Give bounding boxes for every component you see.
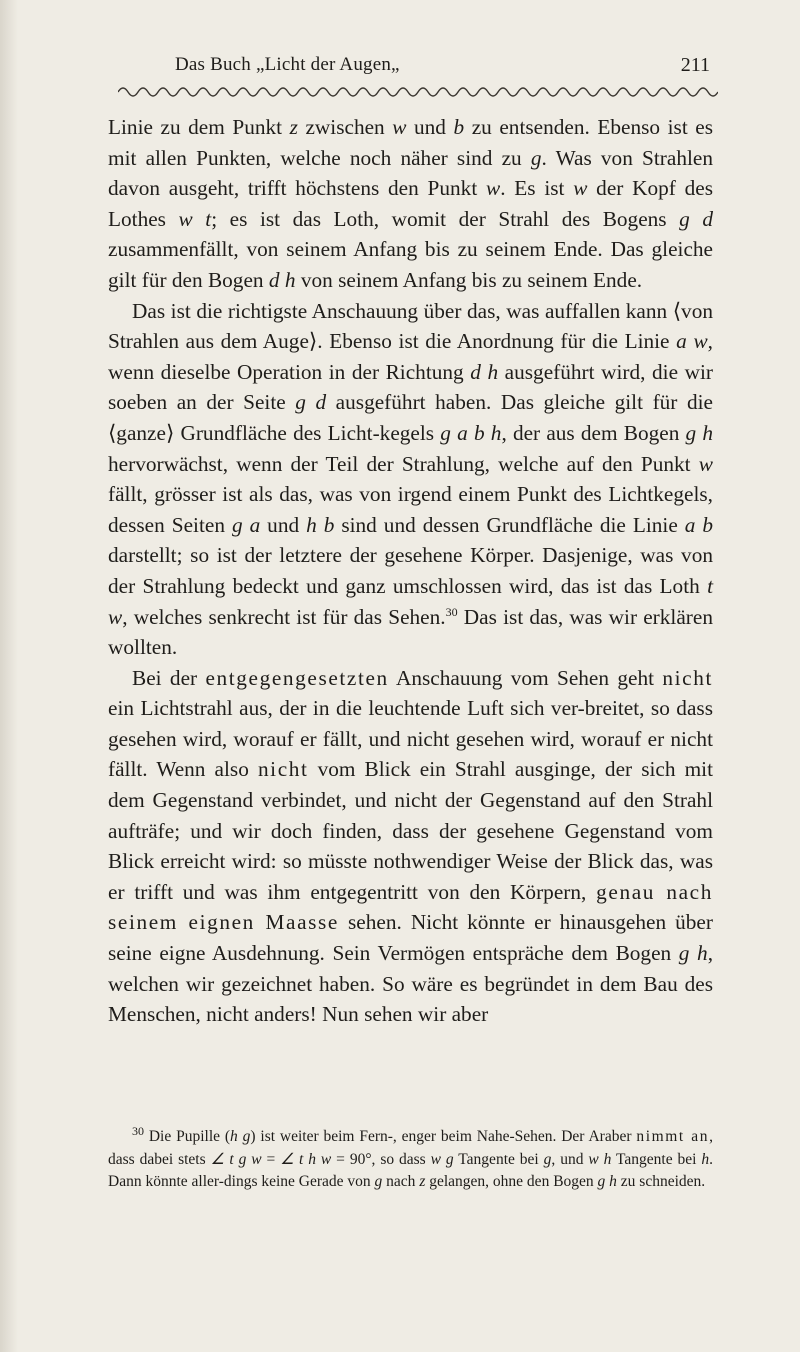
text-run: fällt, grösser ist als das, was von irgend einem Punkt des Lichtkegels, dessen Seiten <box>108 482 713 537</box>
text-run: Das ist die richtigste Anschauung über das, was auffallen kann ⟨von Strahlen aus dem Auge⟩. Ebenso ist die Anordnung für die Linie <box>108 298 713 354</box>
text-run: Das ist das, was wir erklären wollten. <box>108 604 713 660</box>
text-run: Anschauung vom Sehen geht <box>388 665 663 690</box>
variable: a w <box>676 329 708 354</box>
spaced-emphasis: nicht <box>257 757 309 782</box>
text-run: . Dann könnte aller-dings keine Gerade von <box>108 1150 714 1191</box>
text-run: ) ist weiter beim Fern-, enger beim Nahe-Sehen. Der Araber <box>250 1128 637 1145</box>
page-number: 211 <box>680 54 710 76</box>
text-run: zwischen <box>297 115 393 139</box>
angle-expression: ∠ t h w <box>280 1150 332 1168</box>
text-run: , dass dabei stets <box>108 1128 713 1168</box>
variable: g d <box>295 390 327 415</box>
text-run: nach <box>382 1173 420 1191</box>
variable: z <box>289 115 298 139</box>
spaced-emphasis: nimmt an <box>636 1128 710 1145</box>
variable: w <box>698 451 713 476</box>
text-run: der Kopf des Lothes <box>108 176 714 231</box>
footnote-text <box>108 1123 714 1194</box>
spaced-emphasis: nicht <box>662 665 713 690</box>
text-run: , wenn dieselbe Operation in der Richtung <box>108 329 713 384</box>
text-run: Bei der <box>132 665 206 690</box>
variable: g a <box>231 512 261 537</box>
text-run: . Was von Strahlen davon ausgeht, trifft höchstens den Punkt <box>108 145 713 201</box>
text-run: , welchen wir gezeichnet haben. So wäre es begründet in dem Bau des Menschen, nicht anders! Nun sehen wir aber <box>108 941 714 1027</box>
text-run: und <box>260 512 307 537</box>
text-run: zu schneiden. <box>616 1173 706 1191</box>
text-run: Tangente bei <box>453 1150 544 1168</box>
page-edge-shadow <box>0 0 18 1352</box>
variable: w <box>392 115 407 139</box>
text-run: Die Pupille ( <box>144 1128 231 1145</box>
main-text <box>108 112 713 1030</box>
variable: b <box>453 115 465 139</box>
text-run: sind und dessen Grundfläche die Linie <box>334 512 685 537</box>
variable: h <box>701 1150 710 1168</box>
text-run: = 90°, so dass <box>331 1150 431 1168</box>
variable: w t <box>178 206 212 231</box>
variable: z <box>419 1173 426 1191</box>
variable: g h <box>597 1173 617 1191</box>
variable: t w <box>108 573 713 629</box>
variable: g <box>543 1150 552 1168</box>
text-run: , welches senkrecht ist für das Sehen. <box>122 604 446 629</box>
variable: d h <box>268 267 296 292</box>
footnote-30 <box>108 1123 714 1194</box>
angle-expression: ∠ t g w <box>210 1150 262 1168</box>
text-run: ausgeführt haben. Das gleiche gilt für die ⟨ganze⟩ Grundfläche des Licht-kegels <box>108 390 713 445</box>
footnote-number: 30 <box>132 1123 144 1138</box>
text-run: ein Lichtstrahl aus, der in die leuchtende Luft sich ver-breitet, so dass gesehen wird, worauf er fällt, und nicht gesehen wird, worauf er nicht fällt. Wenn also <box>108 696 713 782</box>
text-run: und <box>406 115 454 139</box>
text-run: gelangen, ohne den Bogen <box>425 1173 598 1191</box>
running-title: Das Buch „Licht der Augen„ <box>175 54 400 75</box>
text-run: , und <box>551 1150 589 1168</box>
text-run: zusammenfällt, von seinem Anfang bis zu seinem Ende. Das gleiche gilt für den Bogen <box>108 237 713 292</box>
text-run: , der aus dem Bogen <box>501 420 686 445</box>
text-run: ausgeführt wird, die wir soeben an der Seite <box>108 359 713 415</box>
text-run: darstellt; so ist der letztere der gesehene Körper. Dasjenige, was von der Strahlung bedeckt und ganz umschlossen wird, das ist das Loth <box>108 543 713 598</box>
text-run: hervorwächst, wenn der Teil der Strahlung, welche auf den Punkt <box>108 451 699 476</box>
text-run: sehen. Nicht könnte er hinausgehen über seine eigne Ausdehnung. Sein Vermögen entspräche dem Bogen <box>108 910 713 966</box>
paragraph-3 <box>108 663 713 1030</box>
text-run: = <box>261 1150 281 1168</box>
text-run: ; es ist das Loth, womit der Strahl des Bogens <box>211 206 680 231</box>
spaced-emphasis: entgegengesetzten <box>205 665 389 690</box>
variable: w <box>486 176 501 201</box>
variable: g h <box>678 941 708 966</box>
page-header <box>100 54 710 82</box>
text-run: vom Blick ein Strahl ausginge, der sich mit dem Gegenstand verbindet, und nicht der Gegenstand auf den Strahl aufträfe; und wir doch finden, dass der gesehene Gegenstand vom Blick erreicht wird: so müsste nothwendiger Weise der Blick das, was er trifft und was ihm entgegentritt von den Körpern, <box>108 757 713 904</box>
paragraph-2 <box>108 296 713 663</box>
variable: g a b h <box>440 420 502 445</box>
variable: g h <box>685 420 714 445</box>
text-run: zu entsenden. Ebenso ist es mit allen Punkten, welche noch näher sind zu <box>108 115 714 170</box>
footnote-reference[interactable]: 30 <box>445 604 458 619</box>
variable: g <box>530 145 542 170</box>
variable: g <box>374 1173 383 1191</box>
variable: h b <box>306 512 335 537</box>
variable: h g <box>230 1128 251 1145</box>
text-run: von seinem Anfang bis zu seinem Ende. <box>295 267 643 292</box>
text-run: Tangente bei <box>611 1150 702 1168</box>
text-run: . Es ist <box>500 176 574 201</box>
variable: a b <box>684 512 713 537</box>
text-run: Linie zu dem Punkt <box>108 115 290 139</box>
paragraph-1 <box>108 112 713 296</box>
wavy-rule-ornament <box>118 82 718 98</box>
variable: w g <box>430 1150 454 1168</box>
variable: w <box>573 176 588 201</box>
spaced-emphasis: genau nach seinem eignen Maasse <box>108 879 713 935</box>
variable: w h <box>588 1150 612 1168</box>
variable: d h <box>470 359 499 384</box>
variable: g d <box>679 206 713 231</box>
